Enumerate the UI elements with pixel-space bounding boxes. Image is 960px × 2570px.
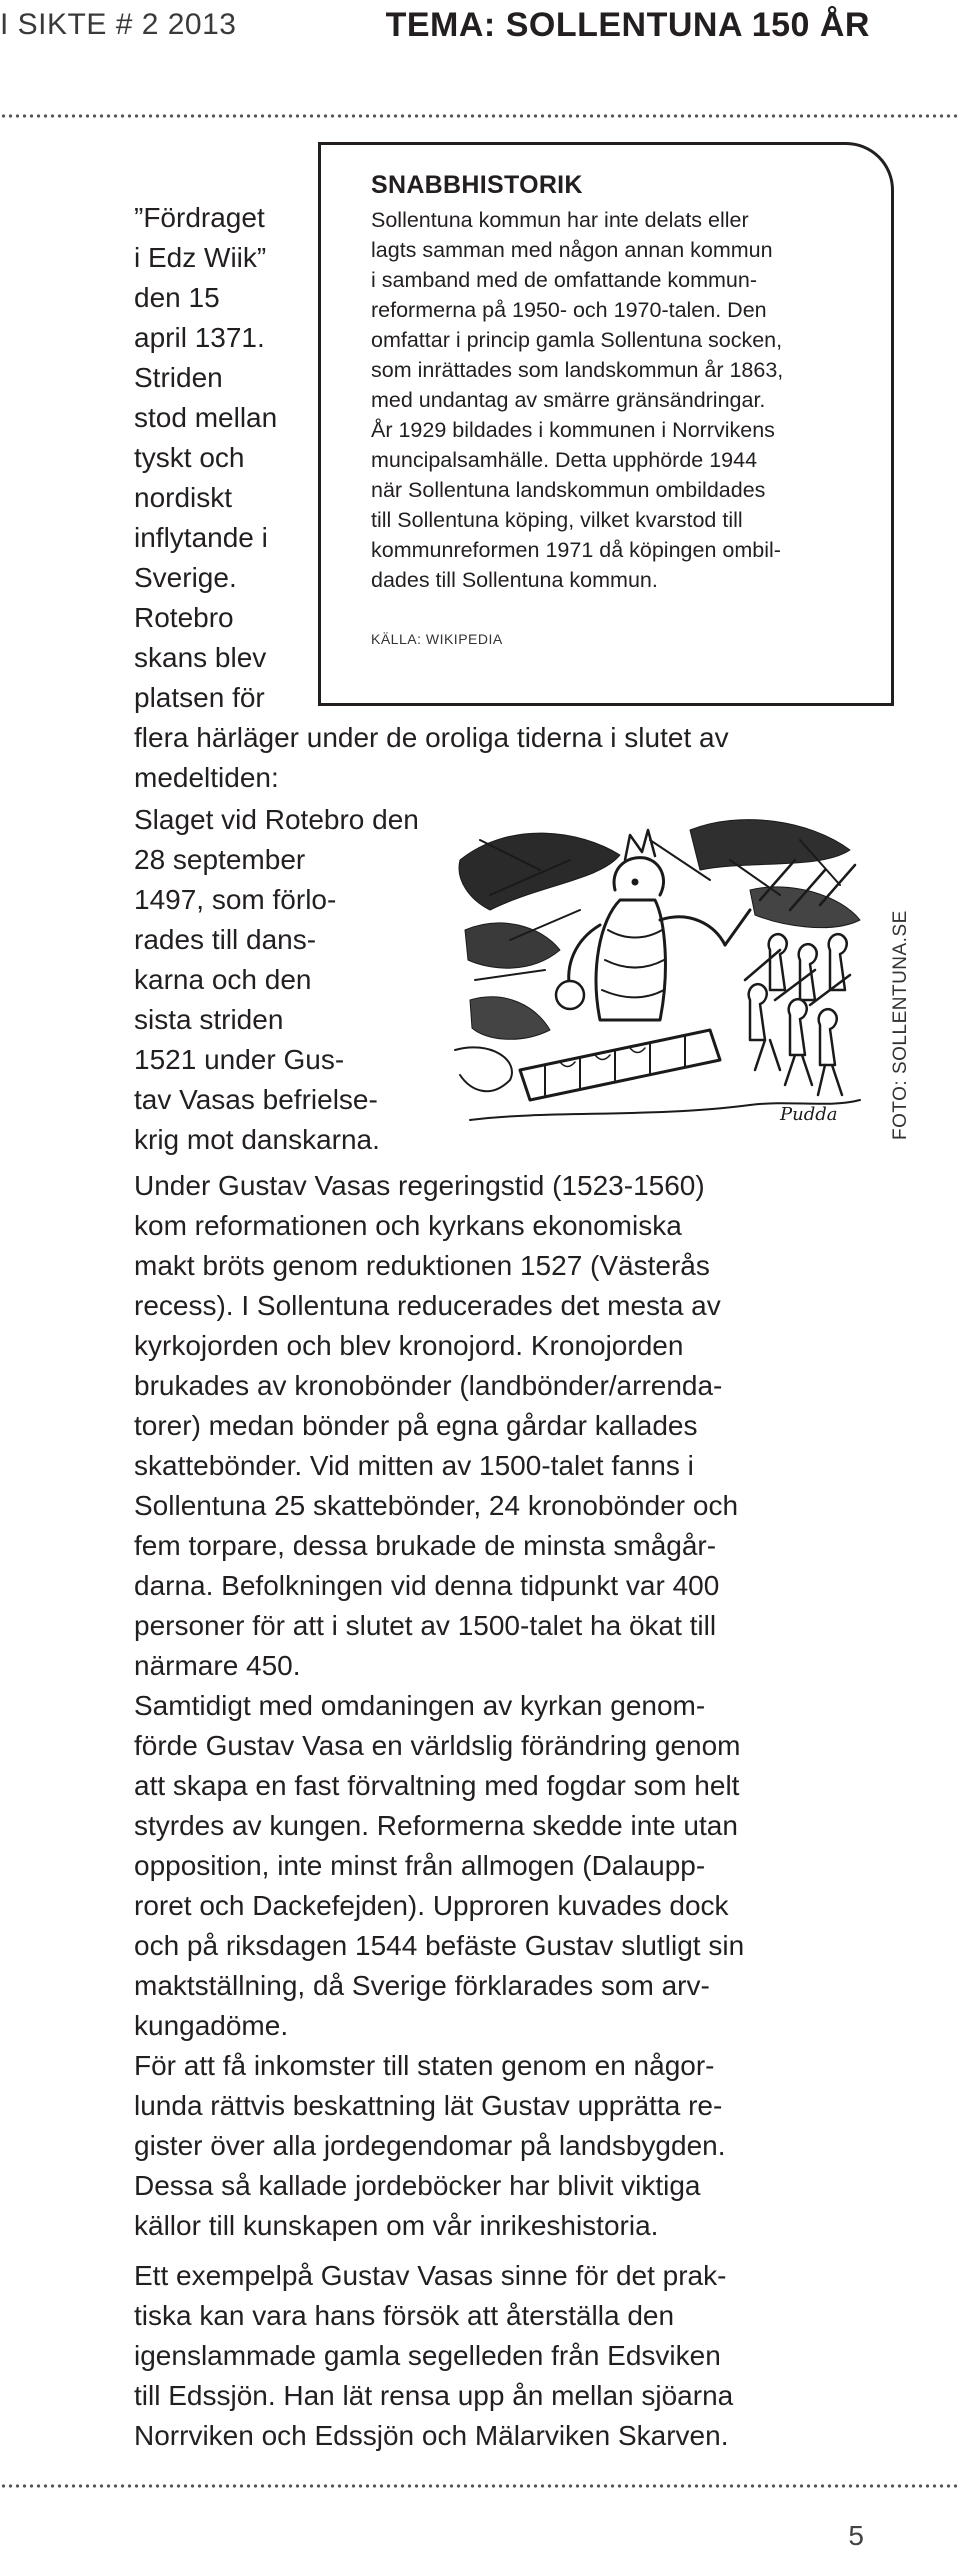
header-divider (0, 114, 960, 118)
illustration-signature: Pudda (780, 1104, 838, 1125)
paragraph-administration: Samtidigt med omdaningen av kyrkan genom- förde Gustav Vasa en världslig förändring genom att skapa en fast förvaltning med fogdar som helt styrdes av kungen. Reformerna skedde inte utan opposition, inte minst från allmogen (Dalaupp- roret och Dackefejden). Upproren kuvades dock och på riksdagen 1544 befäste Gustav slutligt sin maktställning, då Sverige förklarades som arv- kungadöme. (134, 1690, 745, 2041)
fact-box-source: KÄLLA: WIKIPEDIA (371, 631, 503, 647)
fact-box-title: SNABBHISTORIK (371, 171, 583, 199)
footer-divider (0, 2484, 960, 2488)
battle-column: Slaget vid Rotebro den 28 september 1497, som förlo- rades till dans- karna och den sista striden 1521 under Gus- tav Vasas befrielse- krig mot danskarna. (134, 804, 419, 1155)
issue-label: I SIKTE # 2 2013 (0, 8, 237, 41)
theme-title: TEMA: SOLLENTUNA 150 ÅR (385, 6, 870, 44)
page-number: 5 (848, 2520, 864, 2551)
paragraph-taxation: För att få inkomster till staten genom en någor- lunda rättvis beskattning lät Gustav upprätta re- gister över alla jordegendomar på landsbygden. Dessa så kallade jordeböcker har blivit viktiga källor till kunskapen om vår inrikeshistoria. (134, 2050, 726, 2241)
photo-credit: FOTO: SOLLENTUNA.SE (890, 910, 911, 1140)
battle-illustration (450, 800, 870, 1150)
paragraph-waterway: Ett exempelpå Gustav Vasas sinne för det prak- tiska kan vara hans försök att återställa den igenslammade gamla segelleden från Edsviken till Edssjön. Han lät rensa upp ån mellan sjöarna Norrviken och Edssjön och Mälarviken Skarven. (134, 2260, 734, 2451)
page-header (0, 0, 960, 120)
fact-box-body: Sollentuna kommun har inte delats eller lagts samman med någon annan kommun i samband med de omfattande kommun- reformerna på 1950- och 1970-talen. Den omfattar i princip gamla Sollentuna socken, som inrättades som landskommun år 1863, med undantag av smärre gränsändringar. År 1929 bildades i kommunen i Norrvikens muncipalsamhälle. Detta upphörde 1944 när Sollentuna landskommun ombildades till Sollentuna köping, vilket kvarstod till kommunreformen 1971 då köpingen ombil- dades till Sollentuna kommun. (371, 208, 784, 592)
intro-continuation: flera härläger under de oroliga tiderna i slutet av medeltiden: (134, 722, 729, 793)
intro-column: ”Fördraget i Edz Wiik” den 15 april 1371. Striden stod mellan tyskt och nordiskt inflytande i Sverige. Rotebro skans blev platsen för (134, 202, 278, 713)
paragraph-reformation: Under Gustav Vasas regeringstid (1523-1560) kom reformationen och kyrkans ekonomiska makt bröts genom reduktionen 1527 (Västerås recess). I Sollentuna reducerades det mesta av kyrkojorden och blev kronojord. Kronojorden brukades av kronobönder (landbönder/arrenda- torer) medan bönder på egna gårdar kallades skattebönder. Vid mitten av 1500-talet fanns i Sollentuna 25 skattebönder, 24 kronobönder och fem torpare, dessa brukade de minsta smågår- darna. Befolkningen vid denna tidpunkt var 400 personer för att i slutet av 1500-talet ha ökat till närmare 450. (134, 1170, 739, 1681)
fact-box (318, 142, 894, 706)
